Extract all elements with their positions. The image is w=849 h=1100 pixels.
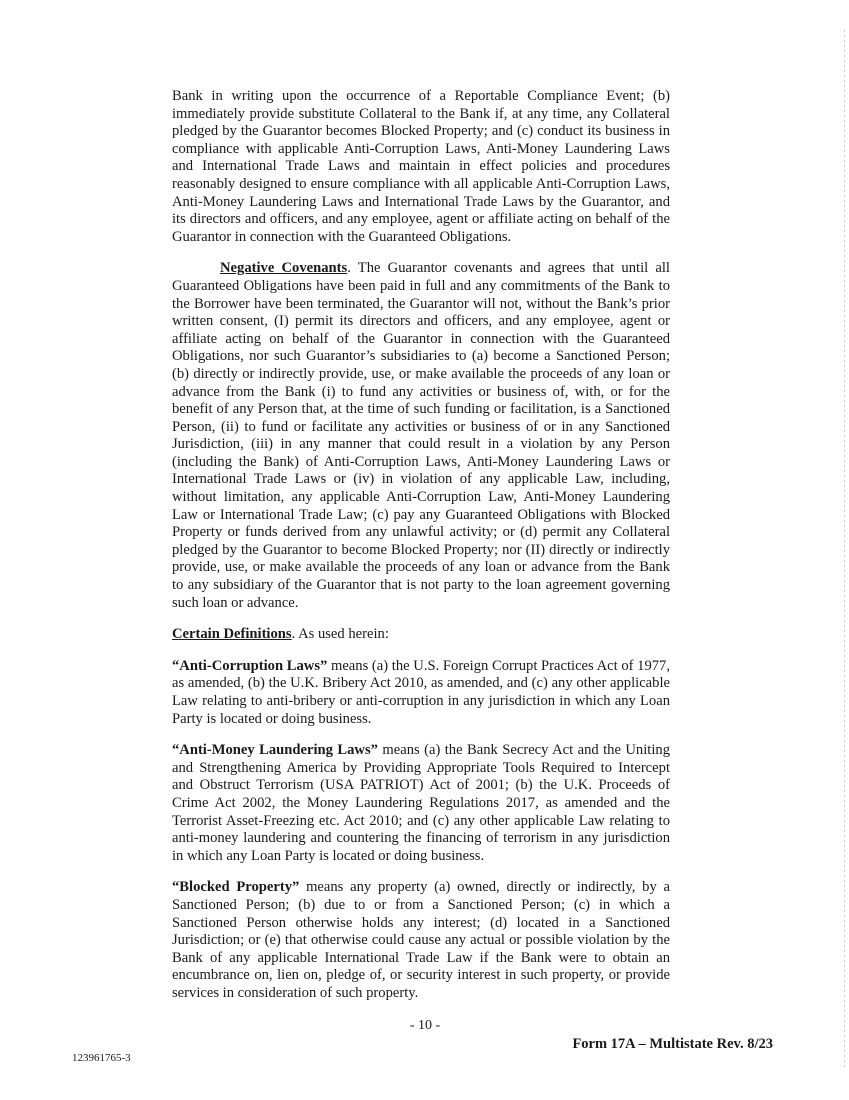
section-heading-negative-covenants: Negative Covenants <box>220 260 348 277</box>
document-body <box>172 88 670 1017</box>
form-label: Form 17A – Multistate Rev. 8/23 <box>572 1036 773 1052</box>
paragraph-negative-covenants <box>172 260 670 612</box>
definition-blocked-property <box>172 879 670 1002</box>
paragraph-text: . The Guarantor covenants and agrees that until all Guaranteed Obligations have been paid in full and any commitments of the Bank to the Borrower have been terminated, the Guarantor will not, without the Bank’s prior written consent, (I) permit its directors and officers, and any employee, agent or affiliate acting on behalf of the Guarantor in connection with the Guaranteed Obligations, nor such Guarantor’s subsidiaries to (a) become a Sanctioned Person; (b) directly or indirectly provide, use, or make available the proceeds of any loan or advance from the Bank (i) to fund any activities or business of, with, or for the benefit of any Person that, at the time of such funding or facilitation, is a Sanctioned Person, (ii) to fund or facilitate any activities or business of or in any Sanctioned Jurisdiction, (iii) in any manner that could result in a violation by any Person (including the Bank) of Anti-Corruption Laws, Anti-Money Laundering Laws or International Trade Laws or (iv) in violation of any applicable Law, including, without limitation, any applicable Anti-Corruption Law, Anti-Money Laundering Law or International Trade Law; (c) pay any Guaranteed Obligations with Blocked Property or funds derived from any unlawful activity; or (d) permit any Collateral pledged by the Guarantor to become Blocked Property; nor (II) directly or indirectly provide, use, or make available the proceeds of any loan or advance from the Bank to any subsidiary of the Guarantor that is not party to the loan agreement governing such loan or advance. <box>172 260 670 611</box>
paragraph-compliance <box>172 88 670 246</box>
section-heading-certain-definitions: Certain Definitions <box>172 626 292 643</box>
paragraph-certain-definitions <box>172 626 670 644</box>
definition-anti-corruption-laws <box>172 658 670 728</box>
paragraph-text: . As used herein: <box>291 626 389 643</box>
document-id: 123961765-3 <box>72 1052 131 1064</box>
definition-text: means any property (a) owned, directly or indirectly, by a Sanctioned Person; (b) due to or from a Sanctioned Person; (c) in which a Sanctioned Person otherwise holds any interest; (d) located in a Sanctioned Jurisdiction; or (e) that otherwise could cause any actual or possible violation by the Bank of any applicable International Trade Law if the Bank were to obtain an encumbrance on, lien on, pledge of, or security interest in such property, or provide services in consideration of such property. <box>172 879 670 1001</box>
scan-edge-line <box>844 30 845 1070</box>
page-number: - 10 - <box>409 1018 441 1033</box>
defined-term: “Blocked Property” <box>172 879 300 896</box>
defined-term: “Anti-Money Laundering Laws” <box>172 742 378 759</box>
defined-term: “Anti-Corruption Laws” <box>172 657 328 674</box>
definition-text: means (a) the U.S. Foreign Corrupt Practices Act of 1977, as amended, (b) the U.K. Bribery Act 2010, as amended, and (c) any other applicable Law relating to anti-bribery or anti-corruption in any jurisdiction in which any Loan Party is located or doing business. <box>172 657 670 727</box>
paragraph-text: Bank in writing upon the occurrence of a Reportable Compliance Event; (b) immediately provide substitute Collateral to the Bank if, at any time, any Collateral pledged by the Guarantor becomes Blocked Property; and (c) conduct its business in compliance with applicable Anti-Corruption Laws, Anti-Money Laundering Laws and International Trade Laws and maintain in effect policies and procedures reasonably designed to ensure compliance with all applicable Anti-Corruption Laws, Anti-Money Laundering Laws and International Trade Laws by the Guarantor, and its directors and officers, and any employee, agent or affiliate acting on behalf of the Guarantor in connection with the Guaranteed Obligations. <box>172 88 670 245</box>
definition-text: means (a) the Bank Secrecy Act and the Uniting and Strengthening America by Providing Appropriate Tools Required to Intercept and Obstruct Terrorism (USA PATRIOT) Act of 2001; (b) the U.K. Proceeds of Crime Act 2002, the Money Laundering Regulations 2017, as amended and the Terrorist Asset-Freezing etc. Act 2010; and (c) any other applicable Law relating to anti-money laundering and countering the financing of terrorism in any jurisdiction in which any Loan Party is located or doing business. <box>172 742 670 864</box>
definition-anti-money-laundering-laws <box>172 742 670 865</box>
